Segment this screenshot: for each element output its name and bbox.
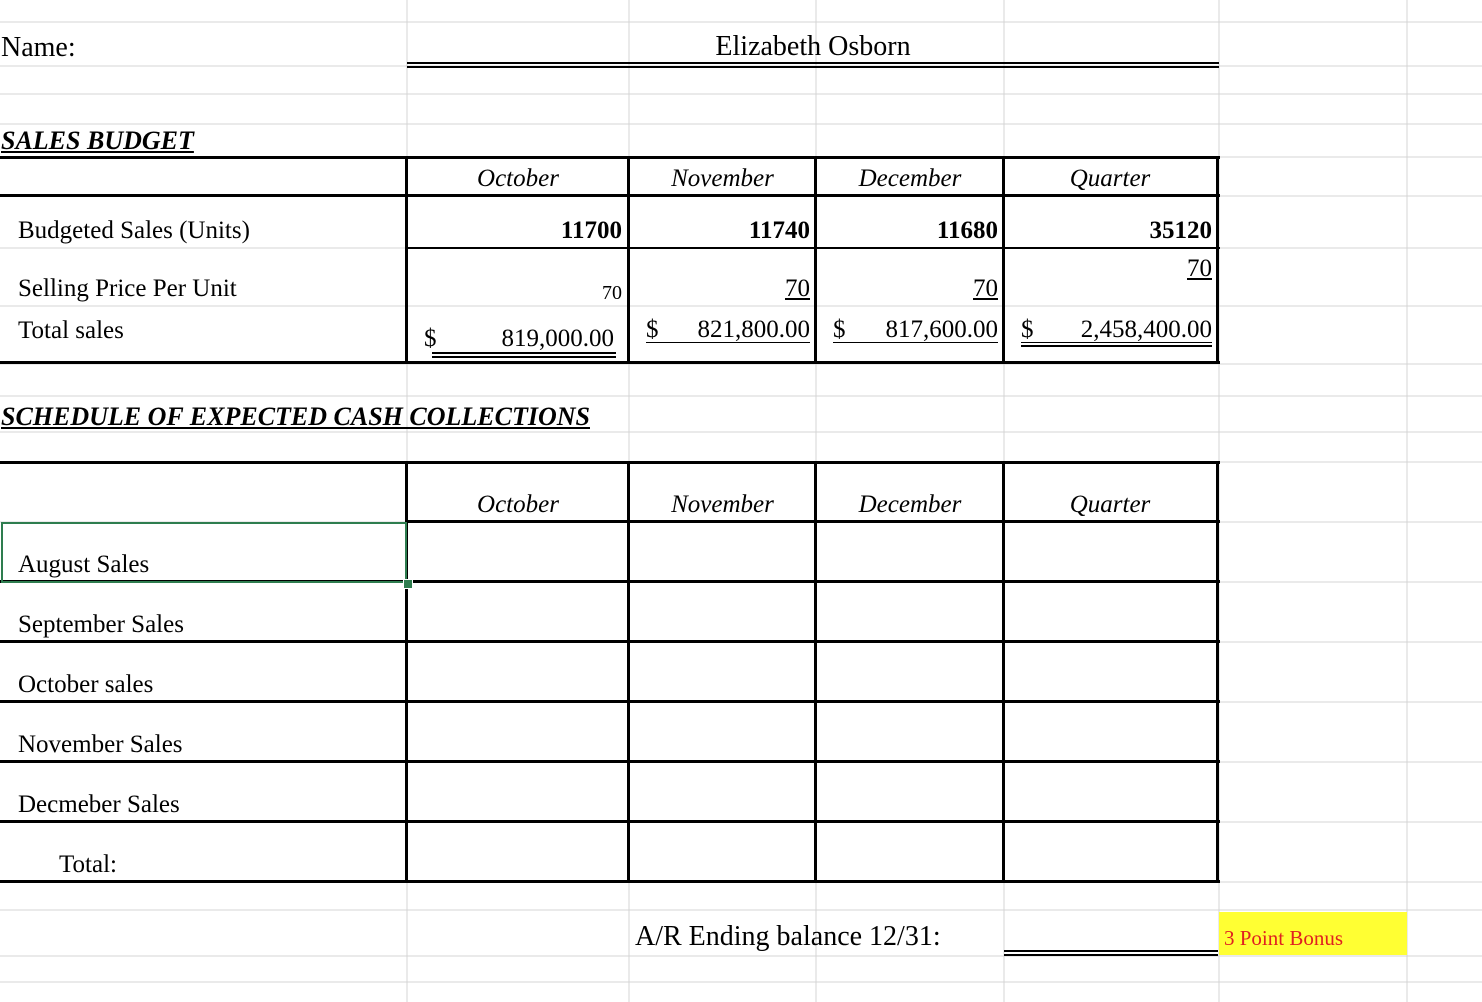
cc-border-col2 <box>627 461 630 883</box>
sb-total-december[interactable] <box>833 317 998 343</box>
sb-total-quarter[interactable] <box>1021 317 1212 343</box>
fill-handle[interactable] <box>403 579 413 589</box>
sb-price-november[interactable]: 70 <box>785 275 810 302</box>
cc-row-november-label[interactable]: November Sales <box>18 731 183 758</box>
cc-row-december-label[interactable]: Decmeber Sales <box>18 791 180 818</box>
sales-budget-title: SALES BUDGET <box>1 126 194 155</box>
bonus-cell[interactable] <box>1219 912 1407 955</box>
sb-header-november[interactable]: November <box>671 165 774 192</box>
cc-header-october[interactable]: October <box>477 491 559 518</box>
cc-header-november[interactable]: November <box>671 491 774 518</box>
name-underline-top <box>407 62 1219 64</box>
cc-border-col4 <box>1002 461 1005 883</box>
sb-total-october-underline-1 <box>432 352 616 354</box>
sb-border-top <box>0 156 1220 159</box>
name-value[interactable]: Elizabeth Osborn <box>715 31 911 62</box>
cc-border-right <box>1216 461 1219 883</box>
currency-symbol: $ <box>1021 316 1034 343</box>
sb-units-quarter[interactable]: 35120 <box>1149 217 1212 244</box>
sb-price-december[interactable]: 70 <box>973 275 998 302</box>
sb-border-right <box>1216 156 1219 364</box>
currency-symbol: $ <box>646 316 659 343</box>
cc-row-august-label[interactable]: August Sales <box>18 551 150 578</box>
name-label: Name: <box>1 32 76 63</box>
cc-row-september-label[interactable]: September Sales <box>18 611 184 638</box>
cc-total-label[interactable]: Total: <box>59 851 117 878</box>
sb-units-label[interactable]: Budgeted Sales (Units) <box>18 217 250 244</box>
cc-border-bottom <box>0 880 1220 883</box>
sb-total-november[interactable] <box>646 317 810 343</box>
sb-total-label[interactable]: Total sales <box>18 317 124 344</box>
amount: 817,600.00 <box>885 316 998 343</box>
ar-underline-top <box>1004 950 1218 952</box>
bonus-text: 3 Point Bonus <box>1224 926 1344 950</box>
cc-border-row4 <box>0 760 1220 763</box>
sb-total-quarter-underline-2 <box>1021 345 1212 347</box>
sb-total-october[interactable] <box>424 326 614 351</box>
sb-price-quarter[interactable]: 70 <box>1187 255 1212 282</box>
active-cell-selection[interactable] <box>1 522 407 583</box>
cc-border-top <box>0 461 1220 464</box>
amount: 819,000.00 <box>501 325 614 352</box>
currency-symbol: $ <box>833 316 846 343</box>
cc-header-december[interactable]: December <box>858 491 962 518</box>
amount: 2,458,400.00 <box>1080 316 1212 343</box>
sb-header-october[interactable]: October <box>477 165 559 192</box>
sb-price-label[interactable]: Selling Price Per Unit <box>18 275 237 302</box>
currency-symbol: $ <box>424 325 437 352</box>
sb-price-october[interactable]: 70 <box>602 282 622 304</box>
sb-header-december[interactable]: December <box>858 165 962 192</box>
cc-header-quarter[interactable]: Quarter <box>1069 491 1151 518</box>
sb-total-october-underline-2 <box>432 356 616 358</box>
cc-border-col3 <box>814 461 817 883</box>
sb-units-october[interactable]: 11700 <box>560 217 622 244</box>
sb-units-december[interactable]: 11680 <box>936 217 998 244</box>
ar-ending-balance-label[interactable]: A/R Ending balance 12/31: <box>635 921 941 952</box>
cc-row-october-label[interactable]: October sales <box>18 671 154 698</box>
sb-border-header <box>0 194 1220 197</box>
sb-header-quarter[interactable]: Quarter <box>1069 165 1151 192</box>
cc-border-row5 <box>0 820 1220 823</box>
sb-units-november[interactable]: 11740 <box>748 217 810 244</box>
ar-underline-bottom <box>1004 954 1218 956</box>
cash-collections-title: SCHEDULE OF EXPECTED CASH COLLECTIONS <box>1 402 590 431</box>
cc-border-row2 <box>0 640 1220 643</box>
sb-border-bottom <box>0 361 1220 364</box>
amount: 821,800.00 <box>697 316 810 343</box>
cc-border-row3 <box>0 700 1220 703</box>
name-underline-bottom <box>407 66 1219 68</box>
